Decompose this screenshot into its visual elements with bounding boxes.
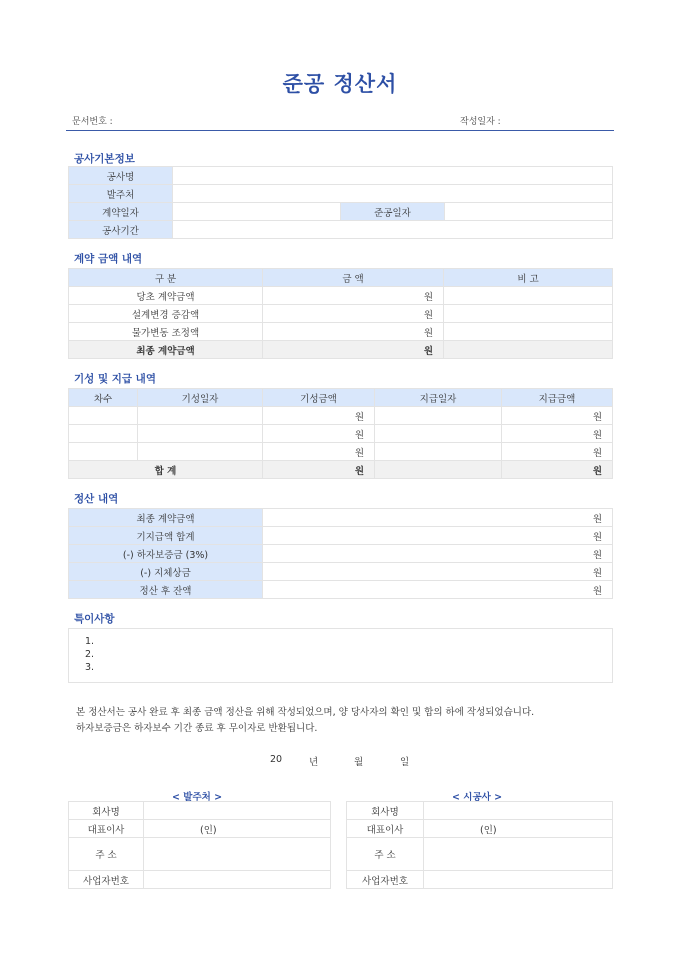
section-progress-payment: 기성 및 지급 내역 [74,373,156,385]
header-amount: 금 액 [263,269,444,287]
document-title: 준공 정산서 [282,72,398,96]
round-cell[interactable] [69,425,138,443]
contractor-signature-table [346,801,613,889]
client-signature-table [68,801,331,889]
row-label: 설계변경 증감액 [69,305,263,323]
round-cell[interactable] [69,443,138,461]
statement-line-1: 본 정산서는 공사 완료 후 최종 금액 정산을 위해 작성되었으며, 양 당사자의 확인 및 합의 하에 작성되었습니다. [76,707,535,718]
section-settlement: 정산 내역 [74,493,119,505]
contractor-biz-no-value[interactable] [424,871,613,889]
total-row [69,341,613,359]
table-row [69,563,613,581]
header-progress-amount: 기성금액 [263,389,375,407]
total-payment-amount[interactable]: 원 [502,461,613,479]
payment-amount-cell[interactable]: 원 [502,443,613,461]
progress-payment-table [68,388,613,479]
label-biz-no: 사업자번호 [69,871,144,889]
progress-amount-cell[interactable]: 원 [263,425,375,443]
total-amount[interactable]: 원 [263,341,444,359]
total-label: 최종 계약금액 [69,341,263,359]
settlement-label: (-) 하자보증금 (3%) [69,545,263,563]
contractor-party-title: < 시공사 > [452,792,503,803]
settlement-amount[interactable]: 원 [263,545,613,563]
header-divider [66,130,614,131]
amount-cell[interactable]: 원 [263,323,444,341]
basic-info-table [68,166,613,239]
doc-number-label: 문서번호 : [72,117,113,127]
table-row [69,545,613,563]
seal-mark: (인) [480,824,497,836]
payment-amount-cell[interactable]: 원 [502,425,613,443]
header-category: 구 분 [69,269,263,287]
table-row [69,527,613,545]
contractor-company-value[interactable] [424,802,613,820]
payment-date-cell[interactable] [375,443,502,461]
table-row [69,287,613,305]
write-date-label: 작성일자 : [460,117,501,127]
settlement-amount[interactable]: 원 [263,509,613,527]
settlement-table [68,508,613,599]
note-item: 3. [85,662,95,673]
value-completion-date[interactable] [445,203,613,221]
remark-cell[interactable] [444,305,613,323]
remark-cell[interactable] [444,287,613,305]
label-company: 회사명 [69,802,144,820]
label-address: 주 소 [69,838,144,871]
label-address: 주 소 [347,838,424,871]
label-completion-date: 준공일자 [341,203,445,221]
contractor-ceo-value[interactable] [424,820,613,838]
notes-box[interactable] [68,628,613,683]
progress-amount-cell[interactable]: 원 [263,443,375,461]
total-progress-amount[interactable]: 원 [263,461,375,479]
amount-cell[interactable]: 원 [263,287,444,305]
settlement-amount[interactable]: 원 [263,563,613,581]
settlement-label: (-) 지체상금 [69,563,263,581]
header-progress-date: 기성일자 [138,389,263,407]
date-month-label: 월 [354,757,364,768]
label-contract-date: 계약일자 [69,203,173,221]
payment-date-cell[interactable] [375,407,502,425]
settlement-label: 최종 계약금액 [69,509,263,527]
date-day-label: 일 [400,757,410,768]
client-ceo-value[interactable] [144,820,331,838]
table-row [69,323,613,341]
label-company: 회사명 [347,802,424,820]
progress-date-cell[interactable] [138,407,263,425]
value-project-name[interactable] [173,167,613,185]
statement-line-2: 하자보증금은 하자보수 기간 종료 후 무이자로 반환됩니다. [76,723,318,734]
total-payment-date [375,461,502,479]
total-remark[interactable] [444,341,613,359]
header-payment-amount: 지급금액 [502,389,613,407]
total-row [69,461,613,479]
settlement-label: 정산 후 잔액 [69,581,263,599]
client-address-value[interactable] [144,838,331,871]
client-biz-no-value[interactable] [144,871,331,889]
note-item: 2. [85,649,95,660]
section-notes: 특이사항 [74,613,115,625]
header-round: 차수 [69,389,138,407]
table-row [69,407,613,425]
settlement-label: 기지급액 합계 [69,527,263,545]
row-label: 당초 계약금액 [69,287,263,305]
settlement-amount[interactable]: 원 [263,581,613,599]
payment-amount-cell[interactable]: 원 [502,407,613,425]
value-client[interactable] [173,185,613,203]
table-row [69,581,613,599]
settlement-amount[interactable]: 원 [263,527,613,545]
label-ceo: 대표이사 [347,820,424,838]
contractor-address-value[interactable] [424,838,613,871]
remark-cell[interactable] [444,323,613,341]
client-party-title: < 발주처 > [172,792,223,803]
document-meta [72,114,610,128]
value-period[interactable] [173,221,613,239]
table-row [69,509,613,527]
label-project-name: 공사명 [69,167,173,185]
amount-cell[interactable]: 원 [263,305,444,323]
header-remark: 비 고 [444,269,613,287]
contract-amount-table [68,268,613,359]
header-payment-date: 지급일자 [375,389,502,407]
note-item: 1. [85,636,95,647]
label-period: 공사기간 [69,221,173,239]
date-year: 20 [270,754,283,765]
section-contract-amount: 계약 금액 내역 [74,253,143,265]
seal-mark: (인) [200,824,217,836]
table-row [69,425,613,443]
client-company-value[interactable] [144,802,331,820]
table-row [69,443,613,461]
label-biz-no: 사업자번호 [347,871,424,889]
payment-date-cell[interactable] [375,425,502,443]
progress-date-cell[interactable] [138,443,263,461]
row-label: 물가변동 조정액 [69,323,263,341]
value-contract-date[interactable] [173,203,341,221]
section-basic-info: 공사기본정보 [74,153,135,165]
date-year-label: 년 [309,757,319,768]
progress-date-cell[interactable] [138,425,263,443]
round-cell[interactable] [69,407,138,425]
total-label: 합 계 [69,461,263,479]
label-client: 발주처 [69,185,173,203]
table-row [69,305,613,323]
label-ceo: 대표이사 [69,820,144,838]
progress-amount-cell[interactable]: 원 [263,407,375,425]
